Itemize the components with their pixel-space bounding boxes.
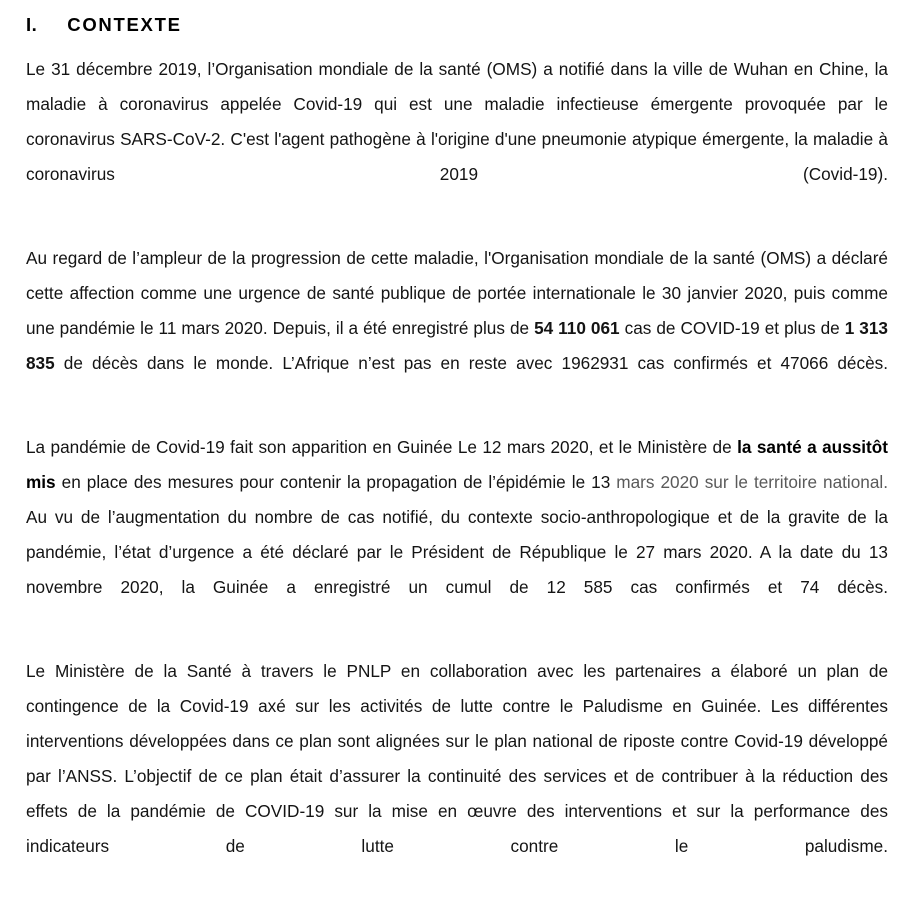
paragraph-text-tail: Au vu de l’augmentation du nombre de cas notifié, du contexte socio-anthropologique et de la gravite de la pandémie, l’état d’urgence a été déclaré par le Président de République le 27 mars 2020. A la date du 13 novembre 2020, la Guinée a enregistré un cumul de 12 585 cas confirmés et 74 décès. <box>26 507 888 597</box>
emphasized-run: la santé a aussitôt mis <box>26 437 889 492</box>
global-cases-figure: 54 110 061 <box>534 318 620 338</box>
paragraph-context-origin <box>26 52 888 227</box>
dimmed-run: mars 2020 sur le territoire national. <box>616 472 889 492</box>
paragraph-text-lead: Au regard de l’ampleur de la progression de cette maladie, l'Organisation mondiale de la santé (OMS) a déclaré cette affection comme une urgence de santé publique de portée internationale le 30 janvier 2020, puis comme une pandémie le 11 mars 2020. Depuis, il a été enregistré plus de <box>26 248 888 338</box>
paragraph-text-lead: La pandémie de Covid-19 fait son apparition en Guinée Le 12 mars 2020, et le Ministère de <box>26 437 738 457</box>
paragraph-guinea-response <box>26 430 888 640</box>
paragraph-text: Le Ministère de la Santé à travers le PNLP en collaboration avec les partenaires a élaboré un plan de contingence de la Covid-19 axé sur les activités de lutte contre le Paludisme en Guinée. Les différentes interventions développées dans ce plan sont alignées sur le plan national de riposte contre Covid-19 développé par l’ANSS. L’objectif de ce plan était d’assurer la continuité des services et de contribuer à la réduction des effets de la pandémie de COVID-19 sur la mise en œuvre des interventions et sur la performance des indicateurs de lutte contre le paludisme. <box>26 661 888 856</box>
paragraph-text-tail: de décès dans le monde. L’Afrique n’est pas en reste avec 1962931 cas confirmés et 47066 décès. <box>54 353 888 373</box>
section-heading <box>26 14 888 36</box>
paragraph-text-mid: en place des mesures pour contenir la propagation de l’épidémie le 13 <box>55 472 617 492</box>
section-number: I. <box>26 14 38 35</box>
paragraph-pnlp-plan <box>26 654 888 899</box>
paragraph-text: Le 31 décembre 2019, l’Organisation mondiale de la santé (OMS) a notifié dans la ville de Wuhan en Chine, la maladie à coronavirus appelée Covid-19 qui est une maladie infectieuse émergente provoquée par le coronavirus SARS-CoV-2. C'est l'agent pathogène à l'origine d'une pneumonie atypique émergente, la maladie à coronavirus 2019 (Covid-19). <box>26 59 888 184</box>
section-title: CONTEXTE <box>67 14 182 35</box>
paragraph-global-figures <box>26 241 888 416</box>
global-deaths-figure: 1 313 835 <box>26 318 888 373</box>
paragraph-text-mid: cas de COVID-19 et plus de <box>619 318 845 338</box>
